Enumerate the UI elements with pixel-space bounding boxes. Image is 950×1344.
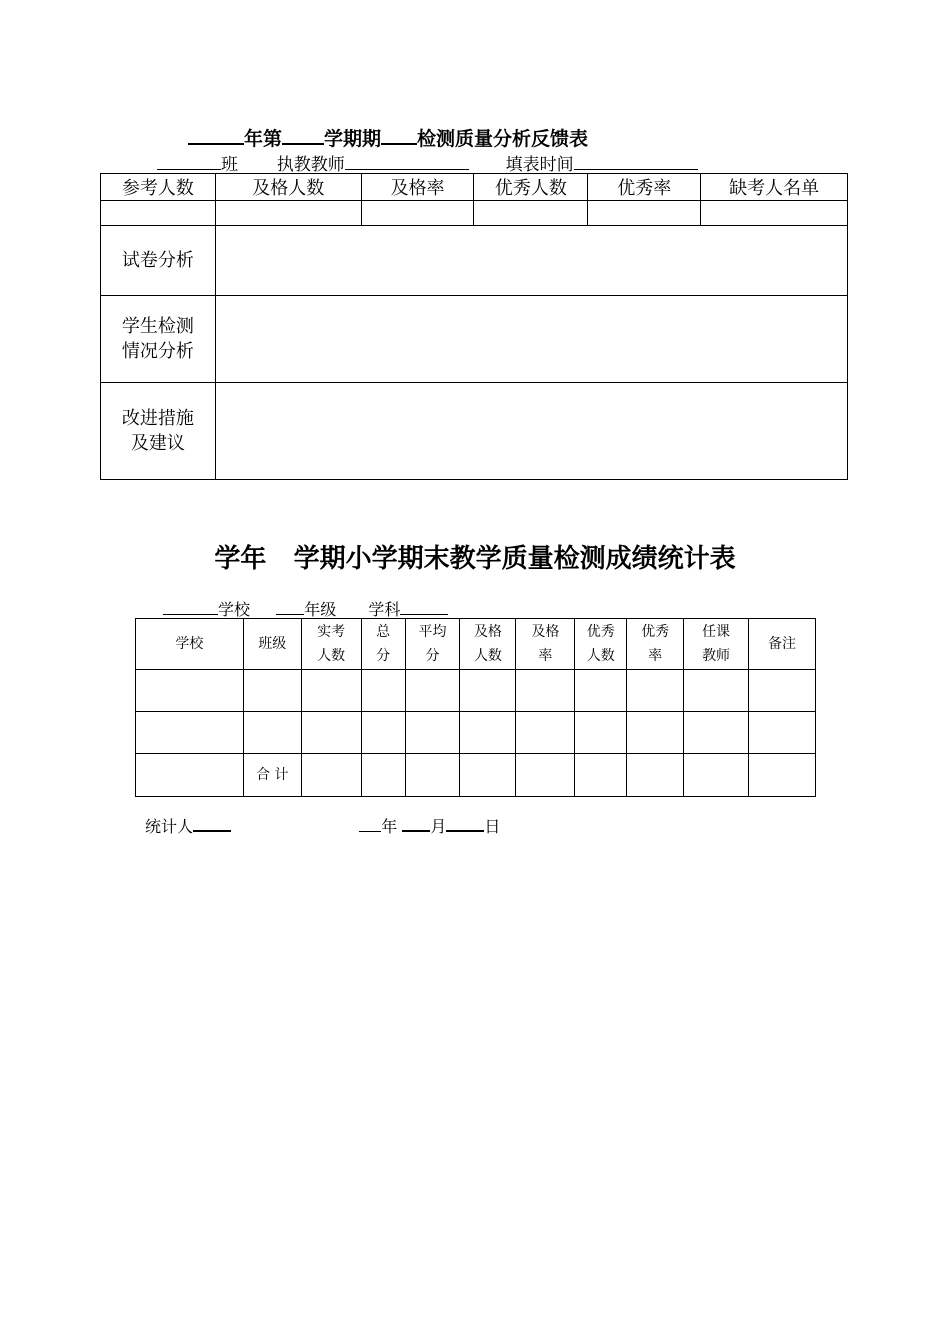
grade-label: 年级 bbox=[304, 600, 337, 619]
input-cell[interactable] bbox=[361, 670, 405, 712]
header-cell: 平均 分 bbox=[405, 619, 460, 670]
header-cell: 总 分 bbox=[361, 619, 405, 670]
input-cell[interactable] bbox=[749, 712, 816, 754]
input-cell[interactable] bbox=[575, 754, 627, 797]
footer-year-blank[interactable] bbox=[359, 813, 381, 832]
input-cell[interactable] bbox=[627, 670, 684, 712]
form1-title bbox=[188, 124, 588, 151]
form1-subheader bbox=[157, 150, 698, 175]
section-row-student-analysis bbox=[101, 296, 848, 383]
input-cell[interactable] bbox=[749, 754, 816, 797]
header-cell: 优秀率 bbox=[588, 174, 701, 201]
score-statistics-table bbox=[135, 618, 816, 797]
class-label: 班 bbox=[221, 155, 238, 175]
input-cell[interactable] bbox=[301, 712, 361, 754]
table-row bbox=[136, 670, 816, 712]
header-cell: 及格人数 bbox=[215, 174, 361, 201]
statistician-blank[interactable] bbox=[193, 812, 231, 832]
input-cell[interactable] bbox=[684, 712, 749, 754]
header-cell: 学校 bbox=[136, 619, 244, 670]
input-cell[interactable] bbox=[701, 201, 848, 226]
input-cell[interactable] bbox=[136, 670, 244, 712]
input-cell[interactable] bbox=[301, 754, 361, 797]
school-label: 学校 bbox=[218, 600, 251, 619]
header-cell: 缺考人名单 bbox=[701, 174, 848, 201]
section-label: 改进措施 及建议 bbox=[101, 383, 216, 480]
input-cell[interactable] bbox=[516, 712, 575, 754]
footer-day-blank[interactable] bbox=[446, 812, 484, 832]
header-cell: 实考 人数 bbox=[301, 619, 361, 670]
footer-day-label: 日 bbox=[484, 817, 501, 836]
input-cell[interactable] bbox=[361, 712, 405, 754]
input-cell[interactable] bbox=[575, 670, 627, 712]
date-label: 填表时间 bbox=[505, 155, 574, 175]
footer-month-label: 月 bbox=[430, 817, 447, 836]
teacher-label: 执教教师 bbox=[276, 155, 345, 175]
input-cell[interactable] bbox=[474, 201, 588, 226]
header-cell: 及格 率 bbox=[516, 619, 575, 670]
exam-blank[interactable] bbox=[381, 125, 417, 145]
input-cell[interactable] bbox=[684, 754, 749, 797]
table-header-row bbox=[136, 619, 816, 670]
form2-subheader bbox=[163, 596, 448, 620]
input-cell[interactable] bbox=[101, 201, 216, 226]
input-cell[interactable] bbox=[627, 712, 684, 754]
subject-label: 学科 bbox=[368, 600, 401, 619]
input-cell[interactable] bbox=[516, 670, 575, 712]
header-cell: 班级 bbox=[243, 619, 301, 670]
section-label: 学生检测 情况分析 bbox=[101, 296, 216, 383]
section-row-paper-analysis bbox=[101, 226, 848, 296]
input-cell[interactable] bbox=[684, 670, 749, 712]
footer-month-blank[interactable] bbox=[402, 812, 430, 832]
input-cell[interactable] bbox=[460, 754, 516, 797]
table-row bbox=[101, 201, 848, 226]
footer-year-label: 年 bbox=[381, 817, 398, 836]
input-cell[interactable] bbox=[405, 670, 460, 712]
section-content[interactable] bbox=[215, 383, 847, 480]
input-cell[interactable] bbox=[588, 201, 701, 226]
table-row bbox=[136, 712, 816, 754]
section-content[interactable] bbox=[215, 296, 847, 383]
form2-footer bbox=[145, 812, 500, 837]
input-cell[interactable] bbox=[460, 670, 516, 712]
input-cell[interactable] bbox=[627, 754, 684, 797]
input-cell[interactable] bbox=[575, 712, 627, 754]
header-cell: 备注 bbox=[749, 619, 816, 670]
input-cell[interactable] bbox=[405, 712, 460, 754]
section-label: 试卷分析 bbox=[101, 226, 216, 296]
subject-blank[interactable] bbox=[400, 596, 448, 615]
grade-blank[interactable] bbox=[276, 596, 304, 615]
input-cell[interactable] bbox=[405, 754, 460, 797]
term-blank[interactable] bbox=[282, 125, 324, 145]
input-cell[interactable] bbox=[361, 201, 474, 226]
school-blank[interactable] bbox=[163, 596, 218, 615]
table-header-row bbox=[101, 174, 848, 201]
statistician-label: 统计人 bbox=[145, 817, 194, 836]
quality-feedback-table bbox=[100, 173, 848, 480]
form1-title-rest: 检测质量分析反馈表 bbox=[417, 128, 589, 150]
header-cell: 优秀 人数 bbox=[575, 619, 627, 670]
input-cell[interactable] bbox=[215, 201, 361, 226]
input-cell[interactable] bbox=[136, 712, 244, 754]
header-cell: 优秀人数 bbox=[474, 174, 588, 201]
class-blank[interactable] bbox=[157, 151, 221, 170]
input-cell[interactable] bbox=[361, 754, 405, 797]
teacher-blank[interactable] bbox=[345, 151, 469, 170]
header-cell: 任课 教师 bbox=[684, 619, 749, 670]
input-cell[interactable] bbox=[243, 670, 301, 712]
input-cell[interactable] bbox=[136, 754, 244, 797]
section-content[interactable] bbox=[215, 226, 847, 296]
input-cell[interactable] bbox=[460, 712, 516, 754]
input-cell[interactable] bbox=[516, 754, 575, 797]
input-cell[interactable] bbox=[749, 670, 816, 712]
input-cell[interactable] bbox=[243, 712, 301, 754]
section-row-improvement bbox=[101, 383, 848, 480]
header-cell: 及格 人数 bbox=[460, 619, 516, 670]
header-cell: 及格率 bbox=[361, 174, 474, 201]
year-blank[interactable] bbox=[188, 125, 244, 145]
form1-title-year: 年第 bbox=[244, 128, 283, 150]
total-label: 合 计 bbox=[243, 754, 301, 797]
header-cell: 优秀 率 bbox=[627, 619, 684, 670]
form2-title: 学年 学期小学期末教学质量检测成绩统计表 bbox=[214, 544, 736, 574]
form1-title-term: 学期期 bbox=[324, 128, 382, 150]
input-cell[interactable] bbox=[301, 670, 361, 712]
total-row bbox=[136, 754, 816, 797]
header-cell: 参考人数 bbox=[101, 174, 216, 201]
date-blank[interactable] bbox=[574, 151, 698, 170]
